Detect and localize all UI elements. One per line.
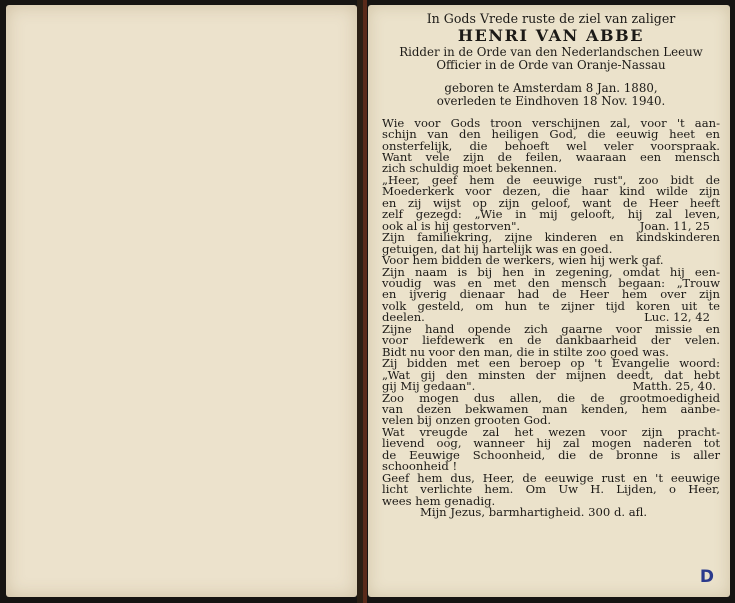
text-line: zelf gezegd: „Wie in mij gelooft, hij zal leven, xyxy=(382,207,720,222)
text-line: „Heer, geef hem de eeuwige rust", zoo bidt de xyxy=(382,172,720,187)
text-line: getuigen, dat hij hartelijk was en goed. xyxy=(382,241,613,256)
text-line: volk gesteld, om hun te zijner tijd koren uit te xyxy=(382,298,720,313)
text-line: Moederkerk voor dezen, die haar kind wilde zijn xyxy=(382,184,720,199)
text-line: Zij bidden met een beroep op 't Evangelie woord: xyxy=(382,356,720,371)
scripture-ref-luc: deelen. Luc. 12, 42 xyxy=(382,310,710,325)
text-line: Zijn naam is bij hen in zegening, omdat hij een- xyxy=(382,264,720,279)
text-line: Zoo mogen dus allen, die de grootmoedigheid xyxy=(382,390,720,405)
text-line: licht verlichte hem. Om Uw H. Lijden, o Heer, xyxy=(382,482,720,497)
text-line: onsterfelijk, die behoeft wel veler voorspraak. xyxy=(382,138,720,153)
text-line: Geef hem dus, Heer, de eeuwige rust en 't eeuwige xyxy=(382,470,720,485)
memorial-card-page xyxy=(368,5,730,597)
text-line: Wat vreugde zal het wezen voor zijn pracht- xyxy=(382,424,720,439)
birth-line: geboren te Amsterdam 8 Jan. 1880, xyxy=(444,80,658,95)
text-line: en zij wijst op zijn geloof, want de Heer heeft xyxy=(382,195,720,210)
prayer-text xyxy=(382,115,720,520)
intro-line: In Gods Vrede ruste de ziel van zaliger xyxy=(426,11,676,26)
text-line: Bidt nu voor den man, die in stilte zoo goed was. xyxy=(382,344,669,359)
text-line: „Wat gij den minsten der mijnen deedt, dat hebt xyxy=(382,367,720,382)
handwritten-mark: D xyxy=(699,567,714,587)
text-line: Want vele zijn de feilen, waaraan een mensch xyxy=(382,149,720,164)
text-line: schoonheid ! xyxy=(382,459,458,474)
deceased-name: HENRI VAN ABBE xyxy=(457,26,645,45)
text-line: van dezen bekwamen man kenden, hem aanbe- xyxy=(382,401,720,416)
text-line: de Eeuwige Schoonheid, die de bronne is aller xyxy=(382,447,720,462)
text-line: voudig was en met den mensch begaan: „Trouw xyxy=(382,275,720,290)
text-line: en ijverig dienaar had de Heer hem over zijn xyxy=(382,287,720,302)
text-line: Voor hem bidden de werkers, wien hij werk gaf. xyxy=(382,253,664,268)
scripture-ref-matth: gij Mij gedaan". Matth. 25, 40. xyxy=(382,379,716,394)
title-line-1: Ridder in de Orde van den Nederlandschen Leeuw xyxy=(399,45,703,59)
indulgence-line: Mijn Jezus, barmhartigheid. 300 d. afl. xyxy=(420,505,648,520)
text-line: voor liefdewerk en de dankbaarheid der velen. xyxy=(382,333,720,348)
title-line-2: Officier in de Orde van Oranje-Nassau xyxy=(436,58,666,73)
death-line: overleden te Eindhoven 18 Nov. 1940. xyxy=(436,94,666,109)
memorial-text xyxy=(382,11,720,518)
text-line: zich schuldig moet bekennen. xyxy=(382,161,558,176)
scripture-ref-joan: ook al is hij gestorven". Joan. 11, 25 xyxy=(382,218,710,233)
blank-left-page xyxy=(6,5,357,597)
text-line: velen bij onzen grooten God. xyxy=(382,413,552,428)
text-line: Wie voor Gods troon verschijnen zal, voor 't aan- xyxy=(382,115,720,130)
text-line: Zijn familiekring, zijne kinderen en kindskinderen xyxy=(382,230,720,245)
text-line: lievend oog, wanneer hij zal mogen naderen tot xyxy=(382,436,720,451)
text-line: Zijne hand opende zich gaarne voor missie en xyxy=(382,321,720,336)
card-fold-edge xyxy=(363,0,367,603)
text-line: schijn van den heiligen God, die eeuwig heet en xyxy=(382,127,720,142)
text-line: wees hem genadig. xyxy=(382,493,496,508)
